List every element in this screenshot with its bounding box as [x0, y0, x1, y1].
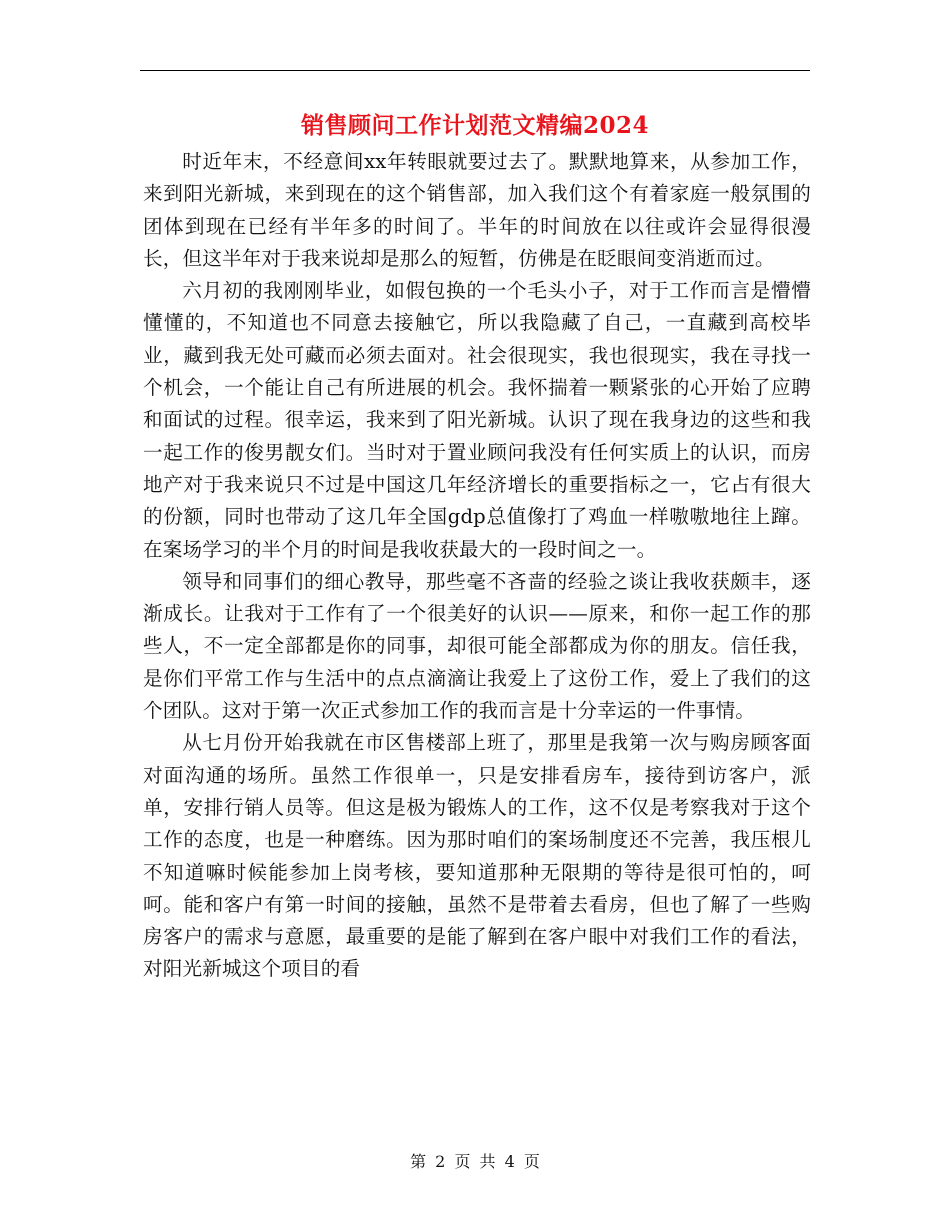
header-rule — [140, 70, 810, 71]
paragraph: 时近年末，不经意间xx年转眼就要过去了。默默地算来，从参加工作，来到阳光新城，来到现在的这个销售部，加入我们这个有着家庭一般氛围的团体到现在已经有半年多的时间了。半年的时间放在以往或许会显得很漫长，但这半年对于我来说却是那么的短暂，仿佛是在眨眼间变消逝而过。 — [143, 150, 811, 270]
document-body — [143, 146, 811, 986]
page-number-footer: 第 2 页 共 4 页 — [410, 1152, 540, 1171]
paragraph: 六月初的我刚刚毕业，如假包换的一个毛头小子，对于工作而言是懵懵懂懂的，不知道也不同意去接触它，所以我隐藏了自己，一直藏到高校毕业，藏到我无处可藏而必须去面对。社会很现实，我也很现实，我在寻找一个机会，一个能让自己有所进展的机会。我怀揣着一颗紧张的心开始了应聘和面试的过程。很幸运，我来到了阳光新城。认识了现在我身边的这些和我一起工作的俊男靓女们。当时对于置业顾问我没有任何实质上的认识，而房地产对于我来说只不过是中国这几年经济增长的重要指标之一，它占有很大的份额，同时也带动了这几年全国gdp总值像打了鸡血一样嗷嗷地往上蹿。在案场学习的半个月的时间是我收获最大的一段时间之一。 — [143, 279, 811, 561]
paragraph: 从七月份开始我就在市区售楼部上班了，那里是我第一次与购房顾客面对面沟通的场所。虽然工作很单一，只是安排看房车，接待到访客户，派单，安排行销人员等。但这是极为锻炼人的工作，这不仅是考察我对于这个工作的态度，也是一种磨练。因为那时咱们的案场制度还不完善，我压根儿不知道嘛时候能参加上岗考核，要知道那种无限期的等待是很可怕的，呵呵。能和客户有第一时间的接触，虽然不是带着去看房，但也了解了一些购房客户的需求与意愿，最重要的是能了解到在客户眼中对我们工作的看法，对阳光新城这个项目的看 — [143, 731, 811, 981]
paragraph: 领导和同事们的细心教导，那些毫不吝啬的经验之谈让我收获颇丰，逐渐成长。让我对于工作有了一个很美好的认识——原来，和你一起工作的那些人，不一定全部都是你的同事，却很可能全部都成为你的朋友。信任我，是你们平常工作与生活中的点点滴滴让我爱上了这份工作，爱上了我们的这个团队。这对于第一次正式参加工作的我而言是十分幸运的一件事情。 — [143, 569, 811, 723]
document-title: 销售顾问工作计划范文精编2024 — [300, 112, 649, 139]
